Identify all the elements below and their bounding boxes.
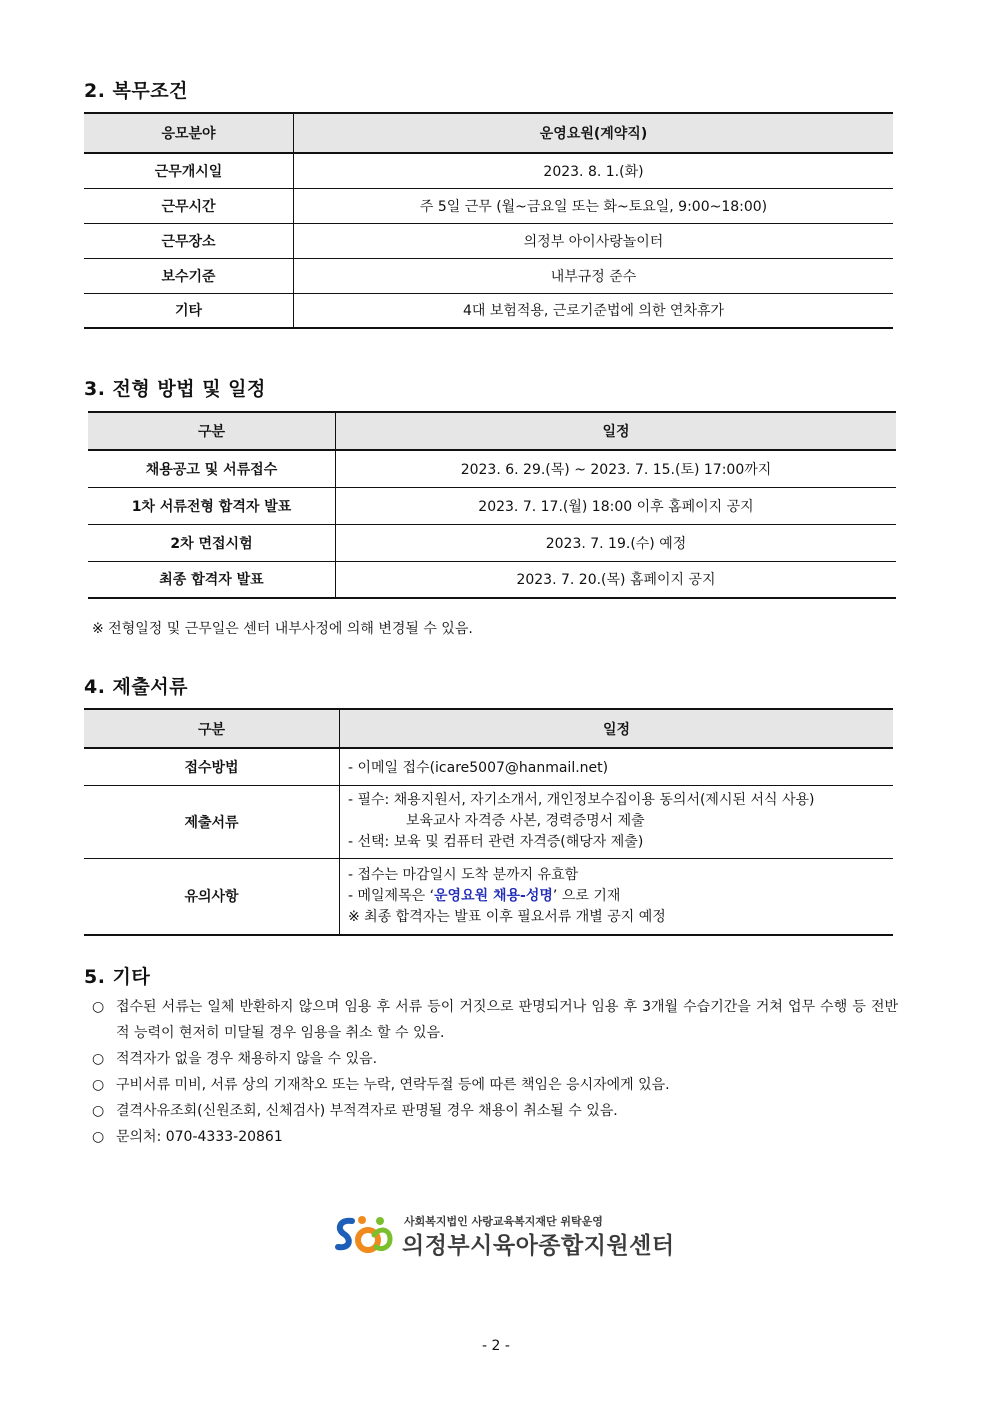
row-value: 의정부 아이사랑놀이터 xyxy=(294,223,894,258)
table-row xyxy=(88,561,896,598)
list-item xyxy=(92,1046,898,1072)
list-item xyxy=(92,1098,898,1124)
row-label: 1차 서류전형 합격자 발표 xyxy=(88,487,336,524)
schedule-note: ※ 전형일정 및 근무일은 센터 내부사정에 의해 변경될 수 있음. xyxy=(92,621,473,637)
row-label: 보수기준 xyxy=(84,258,294,293)
text-segment: - 메일제목은 ‘ xyxy=(348,887,435,904)
list-item-text: 접수된 서류는 일체 반환하지 않으며 임용 후 서류 등이 거짓으로 판명되거나 임용 후 3개월 수습기간을 거쳐 업무 수행 등 전반적 능력이 현저히 미달될 경우 임용을 취소 할 수 있음. xyxy=(116,999,898,1041)
center-logo xyxy=(334,1213,675,1259)
section4-title: 4. 제출서류 xyxy=(84,676,188,698)
table-row xyxy=(84,258,893,293)
table-row xyxy=(84,223,893,258)
row-label: 유의사항 xyxy=(84,858,340,935)
list-item xyxy=(92,994,898,1046)
list-item: 보육교사 자격증 사본, 경력증명서 제출 xyxy=(406,813,645,829)
row-value: 2023. 6. 29.(목) ~ 2023. 7. 15.(토) 17:00까지 xyxy=(336,450,897,487)
row-value: 내부규정 준수 xyxy=(294,258,894,293)
logo-mark-icon xyxy=(334,1213,400,1257)
header-cell: 일정 xyxy=(340,709,894,748)
list-item-text: 결격사유조회(신원조회, 신체검사) 부적격자로 판명될 경우 채용이 취소될 수 있음. xyxy=(116,1103,618,1119)
text-segment: ’ 으로 기재 xyxy=(552,887,621,904)
list-item-text: 구비서류 미비, 서류 상의 기재착오 또는 누락, 연락두절 등에 따른 책임은 응시자에게 있음. xyxy=(116,1077,670,1093)
list-item: - 필수: 채용지원서, 자기소개서, 개인정보수집이용 동의서(제시된 서식 사용) xyxy=(348,792,815,808)
row-value: 2023. 8. 1.(화) xyxy=(294,153,894,188)
row-label: 최종 합격자 발표 xyxy=(88,561,336,598)
table-row xyxy=(88,487,896,524)
header-cell: 일정 xyxy=(336,412,897,450)
row-label: 기타 xyxy=(84,293,294,328)
list-item xyxy=(348,886,887,907)
row-label: 접수방법 xyxy=(84,748,340,785)
list-item-text: 문의처: 070-4333-20861 xyxy=(116,1129,283,1145)
table-row xyxy=(84,293,893,328)
schedule-table xyxy=(88,411,896,599)
table-header-row xyxy=(84,113,893,153)
circle-bullet-icon: ○ xyxy=(92,1129,105,1145)
header-cell: 구분 xyxy=(84,709,340,748)
header-cell: 구분 xyxy=(88,412,336,450)
section3-title: 3. 전형 방법 및 일정 xyxy=(84,378,266,400)
row-label: 근무장소 xyxy=(84,223,294,258)
etc-list xyxy=(92,994,898,1150)
circle-bullet-icon: ○ xyxy=(92,1103,105,1119)
list-item-text: 적격자가 없을 경우 채용하지 않을 수 있음. xyxy=(116,1051,378,1067)
list-item xyxy=(92,1124,898,1150)
row-value: 주 5일 근무 (월~금요일 또는 화~토요일, 9:00~18:00) xyxy=(294,188,894,223)
circle-bullet-icon: ○ xyxy=(92,1051,105,1067)
table-row xyxy=(84,153,893,188)
table-row xyxy=(84,748,893,785)
circle-bullet-icon: ○ xyxy=(92,1077,105,1093)
row-label: 근무시간 xyxy=(84,188,294,223)
logo-name: 의정부시육아종합지원센터 xyxy=(402,1233,675,1259)
work-conditions-table xyxy=(84,112,893,329)
row-value: - 이메일 접수(icare5007@hanmail.net) xyxy=(340,748,894,785)
list-item xyxy=(92,1072,898,1098)
header-cell: 운영요원(계약직) xyxy=(294,113,894,153)
section5-title: 5. 기타 xyxy=(84,966,151,988)
row-value: 2023. 7. 20.(목) 홈페이지 공지 xyxy=(336,561,897,598)
table-row xyxy=(84,188,893,223)
table-row xyxy=(84,785,893,858)
circle-bullet-icon: ○ xyxy=(92,999,105,1015)
row-label: 채용공고 및 서류접수 xyxy=(88,450,336,487)
row-value xyxy=(340,785,894,858)
list-item: ※ 최종 합격자는 발표 이후 필요서류 개별 공지 예정 xyxy=(348,908,666,925)
row-value: 4대 보험적용, 근로기준법에 의한 연차휴가 xyxy=(294,293,894,328)
row-value: 2023. 7. 17.(월) 18:00 이후 홈페이지 공지 xyxy=(336,487,897,524)
row-label: 제출서류 xyxy=(84,785,340,858)
section2-title: 2. 복무조건 xyxy=(84,80,188,102)
row-value xyxy=(340,858,894,935)
highlight-text: 운영요원 채용-성명 xyxy=(434,887,553,904)
row-value: 2023. 7. 19.(수) 예정 xyxy=(336,524,897,561)
list-item: - 선택: 보육 및 컴퓨터 관련 자격증(해당자 제출) xyxy=(348,834,644,850)
list-item: - 접수는 마감일시 도착 분까지 유효함 xyxy=(348,866,579,883)
documents-table xyxy=(84,708,893,936)
row-label: 근무개시일 xyxy=(84,153,294,188)
header-cell: 응모분야 xyxy=(84,113,294,153)
row-label: 2차 면접시험 xyxy=(88,524,336,561)
table-row xyxy=(88,524,896,561)
table-row xyxy=(84,858,893,935)
table-header-row xyxy=(84,709,893,748)
table-header-row xyxy=(88,412,896,450)
page-number: - 2 - xyxy=(482,1338,510,1354)
logo-subtitle: 사회복지법인 사랑교육복지재단 위탁운영 xyxy=(404,1215,603,1228)
table-row xyxy=(88,450,896,487)
